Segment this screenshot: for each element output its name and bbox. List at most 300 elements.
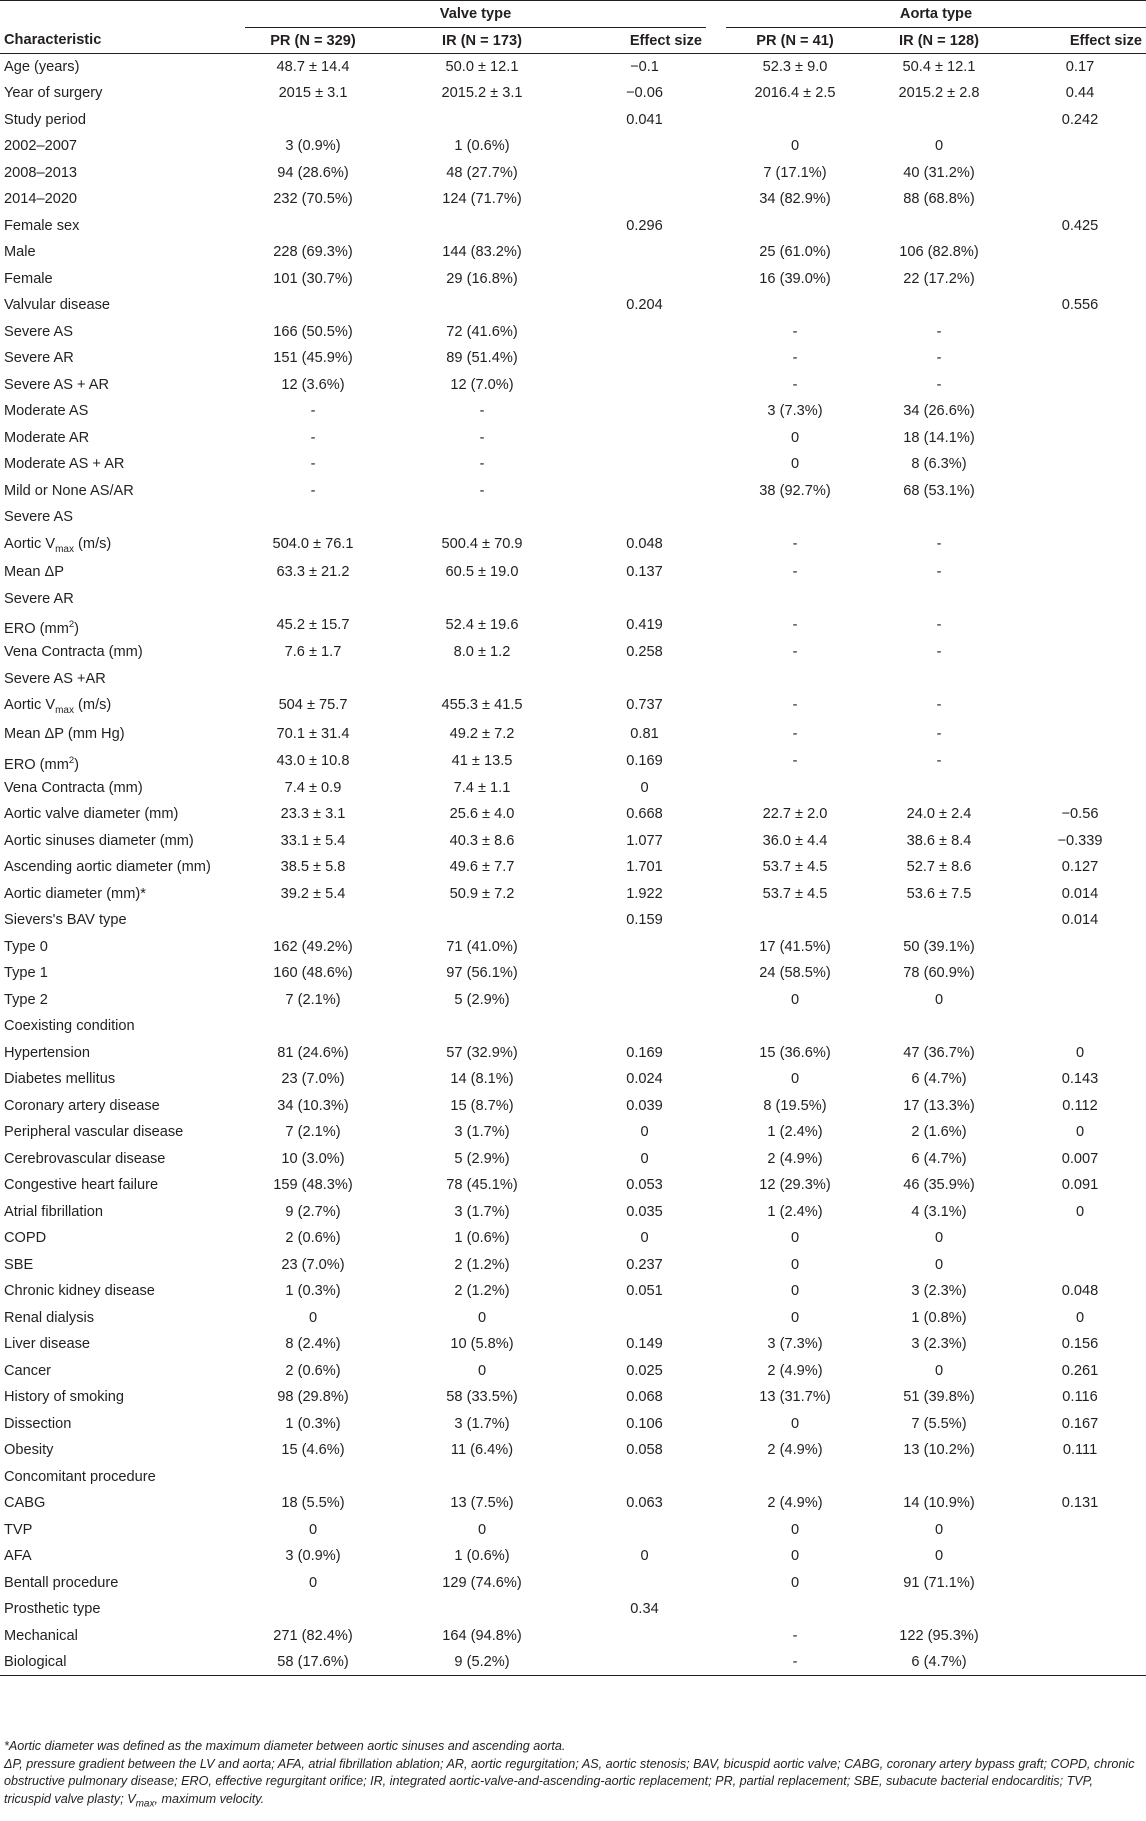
cell-effect-aorta [1014,1596,1146,1623]
cell-pr-aorta: - [792,644,798,661]
table-row [0,213,1146,240]
cell-pr-valve: 3 (0.9%) [285,1548,341,1565]
row-label [0,1411,245,1438]
cell-effect-aorta [1014,559,1146,586]
cell-effect-aorta [1014,186,1146,213]
cell-pr-valve [245,907,381,934]
cell-pr-aorta [726,775,864,802]
row-label [0,1331,245,1358]
cell-ir-valve: 50.9 ± 7.2 [449,885,515,902]
gap-cell [706,292,726,319]
group-header-valve-type: Valve type [245,1,706,28]
cell-effect-aorta: 0.44 [1065,85,1095,101]
table-row [0,425,1146,452]
cell-pr-aorta: - [792,726,798,743]
cell-pr-aorta: 8 (19.5%) [763,1097,827,1114]
cell-pr-aorta: 0 [790,138,800,154]
cell-pr-aorta: 2 (4.9%) [767,1442,823,1459]
row-label-text: Atrial fibrillation [4,1203,103,1220]
cell-effect-aorta [1014,1623,1146,1650]
cell-pr-valve: - [310,456,316,472]
cell-ir-aorta: 50 (39.1%) [903,938,975,955]
cell-pr-aorta: 22.7 ± 2.0 [762,806,828,823]
row-label-subscript: max [55,543,74,555]
row-label-text: Valvular disease [4,297,110,313]
cell-pr-valve: 2 (0.6%) [285,1230,341,1247]
row-label-text: Coronary artery disease [4,1097,160,1114]
cell-ir-valve: 9 (5.2%) [381,1649,583,1676]
gap-cell [706,186,726,213]
cell-ir-valve: 5 (2.9%) [454,991,510,1008]
row-label [0,133,245,160]
table-row [0,531,1146,560]
cell-ir-valve: 1 (0.6%) [454,1230,510,1247]
header-column-row [0,27,1146,54]
cell-ir-aorta: 13 (10.2%) [903,1442,975,1459]
row-label-text: CABG [4,1495,46,1512]
cell-effect-valve: 0.053 [626,1177,663,1194]
row-label-suffix: ) [74,756,80,773]
cell-ir-aorta: 0 [934,1362,944,1379]
cell-effect-valve [583,266,706,293]
cell-effect-valve: 0.204 [626,297,663,313]
row-label-text: Study period [4,111,86,128]
cell-ir-valve [381,1596,583,1623]
cell-pr-valve: 162 (49.2%) [273,938,353,955]
table-row [0,372,1146,399]
cell-effect-aorta [1014,1517,1146,1544]
cell-effect-aorta: 0.143 [1061,1071,1099,1088]
cell-pr-valve: 23 (7.0%) [281,1071,345,1088]
row-label [0,987,245,1014]
table-row [0,748,1146,775]
row-label-suffix: ) [74,621,80,638]
cell-ir-aorta [864,586,1014,613]
cell-pr-valve [245,292,381,319]
table-row [0,934,1146,961]
cell-pr-valve: 228 (69.3%) [273,244,353,260]
cell-ir-aorta: 7 (5.5%) [911,1415,967,1432]
gap-cell [706,1331,726,1358]
cell-ir-aorta [864,775,1014,802]
cell-effect-valve: 0.296 [626,217,663,234]
cell-effect-aorta: 0.014 [1061,912,1099,929]
cell-pr-aorta: 7 (17.1%) [763,164,827,181]
gap-cell [706,1543,726,1570]
gap-cell [706,1040,726,1067]
row-label [0,398,245,425]
cell-ir-aorta: 53.6 ± 7.5 [906,885,972,902]
cell-ir-aorta [864,504,1014,531]
cell-ir-valve: 25.6 ± 4.0 [449,806,515,823]
gap-cell [706,721,726,748]
cell-ir-valve: 14 (8.1%) [450,1071,514,1088]
row-label [0,1437,245,1464]
cell-effect-valve: 0.025 [626,1362,663,1379]
table-row [0,907,1146,934]
cell-effect-aorta [1014,345,1146,372]
cell-ir-valve: 129 (74.6%) [442,1574,522,1591]
cell-effect-aorta [1014,1225,1146,1252]
table-row [0,160,1146,187]
table-row [0,54,1146,81]
gap-cell [706,1384,726,1411]
cell-effect-valve [583,398,706,425]
table-row [0,1358,1146,1385]
cell-ir-aorta: 68 (53.1%) [903,482,975,499]
cell-pr-aorta: - [792,535,798,552]
row-label-text: 2008–2013 [4,164,78,181]
gap-cell [706,907,726,934]
gap-cell [706,1490,726,1517]
cell-pr-valve: 7 (2.1%) [285,1124,341,1141]
cell-ir-valve: 7.4 ± 1.1 [453,779,511,796]
cell-pr-aorta: 0 [790,1309,800,1326]
cell-pr-aorta: 1 (2.4%) [767,1124,823,1141]
cell-effect-aorta [1014,666,1146,693]
cell-pr-valve: 39.2 ± 5.4 [280,885,346,902]
row-label [0,451,245,478]
col-header-pr-aorta: PR (N = 41) [726,27,864,54]
row-label [0,1649,245,1676]
cell-ir-aorta: 6 (4.7%) [864,1649,1014,1676]
row-label [0,801,245,828]
cell-ir-valve: 78 (45.1%) [446,1177,518,1194]
cell-pr-valve: - [310,429,316,446]
gap-cell [706,1119,726,1146]
cell-ir-valve: 0 [477,1309,487,1326]
cell-pr-valve: 12 (3.6%) [281,376,345,393]
row-label [0,1225,245,1252]
table-footnotes [4,1738,1142,1813]
cell-ir-valve: 0 [477,1521,487,1538]
cell-ir-aorta: 78 (60.9%) [903,965,975,982]
cell-ir-valve: 124 (71.7%) [442,191,522,207]
table-row [0,1623,1146,1650]
row-label [0,1252,245,1279]
cell-pr-aorta: 12 (29.3%) [759,1177,831,1194]
gap-cell [706,1172,726,1199]
cell-effect-aorta [1014,451,1146,478]
gap-cell [706,854,726,881]
cell-ir-valve [381,504,583,531]
table-body [0,54,1146,1676]
row-label [0,1464,245,1491]
cell-pr-valve: 58 (17.6%) [245,1649,381,1676]
row-label-text: Cancer [4,1362,52,1379]
gap-cell [706,160,726,187]
gap-cell [706,1517,726,1544]
gap-cell [706,801,726,828]
row-label-text: Female [4,270,53,287]
cell-ir-aorta: 3 (2.3%) [911,1283,967,1300]
cell-pr-aorta: 53.7 ± 4.5 [762,885,828,902]
cell-ir-aorta: 6 (4.7%) [911,1150,967,1167]
gap-cell [706,1093,726,1120]
cell-effect-aorta: 0 [1075,1124,1085,1141]
row-label-text: Severe AS +AR [4,670,106,687]
table-row [0,801,1146,828]
cell-ir-aorta: 0 [934,138,944,154]
cell-ir-valve [381,586,583,613]
row-label [0,1384,245,1411]
cell-ir-aorta: 22 (17.2%) [903,270,975,287]
gap-cell [706,960,726,987]
cell-effect-valve [583,1570,706,1597]
cell-effect-valve [583,372,706,399]
cell-effect-valve [583,451,706,478]
table-row [0,1437,1146,1464]
row-label [0,934,245,961]
cell-ir-aorta: 46 (35.9%) [903,1177,975,1194]
table-row [0,1066,1146,1093]
gap-cell [706,559,726,586]
cell-effect-valve: 0.737 [626,697,663,714]
cell-pr-valve: 23.3 ± 3.1 [280,806,346,823]
cell-effect-aorta [1014,1013,1146,1040]
gap-cell [706,504,726,531]
cell-effect-valve: 0.419 [626,617,663,634]
row-label-text: Age (years) [4,59,80,75]
cell-effect-aorta: 0.261 [1061,1362,1099,1379]
row-label-text: Mean ΔP (mm Hg) [4,726,125,743]
cell-pr-valve: 48.7 ± 14.4 [276,59,350,75]
cell-effect-valve: 0 [640,1150,649,1167]
cell-effect-aorta [1014,504,1146,531]
row-label-suffix: (m/s) [74,535,112,552]
cell-effect-valve: 0.34 [630,1601,659,1618]
cell-effect-valve: 0.063 [626,1495,663,1512]
cell-ir-aorta: 1 (0.8%) [911,1309,967,1326]
row-label-text: ERO (mm [4,621,69,638]
footnote-abbreviations [4,1756,1142,1813]
row-label-text: COPD [4,1230,47,1247]
cell-effect-valve: 0.068 [626,1389,663,1406]
cell-effect-aorta [1014,987,1146,1014]
gap-cell [706,881,726,908]
gap-cell [706,213,726,240]
row-label [0,292,245,319]
row-label [0,107,245,134]
row-label-text: Mechanical [4,1627,78,1644]
cell-pr-aorta: 0 [790,1230,800,1247]
row-label [0,319,245,346]
row-label-text: Bentall procedure [4,1574,119,1591]
table-row [0,586,1146,613]
cell-pr-aorta: - [792,323,798,340]
row-label [0,854,245,881]
cell-effect-aorta: 0 [1075,1044,1085,1061]
cell-effect-valve [583,1013,706,1040]
row-label [0,721,245,748]
cell-ir-valve: 8.0 ± 1.2 [453,644,511,661]
cell-pr-valve: 0 [308,1521,318,1538]
cell-effect-valve [583,987,706,1014]
cell-effect-aorta [1014,239,1146,266]
cell-pr-aorta: 36.0 ± 4.4 [762,832,828,849]
cell-ir-aorta [864,213,1014,240]
cell-ir-valve: - [479,403,485,419]
row-label-text: Concomitant procedure [4,1468,156,1485]
table-row [0,107,1146,134]
row-label-text: Prosthetic type [4,1601,101,1618]
row-label-text: Aortic V [4,697,56,714]
cell-effect-valve [583,586,706,613]
cell-ir-aorta: 52.7 ± 8.6 [906,859,972,876]
row-label [0,239,245,266]
gap-cell [706,1252,726,1279]
gap-cell [706,80,726,107]
gap-cell [706,1013,726,1040]
cell-effect-aorta [1014,425,1146,452]
cell-pr-aorta: 0 [790,991,800,1008]
cell-pr-valve: 63.3 ± 21.2 [276,564,350,581]
row-label-text: Severe AS [4,323,73,340]
row-label [0,775,245,802]
gap-cell [706,934,726,961]
table-row [0,1199,1146,1226]
cell-effect-aorta [1014,398,1146,425]
cell-pr-valve: 98 (29.8%) [277,1389,349,1406]
cell-ir-valve: 15 (8.7%) [450,1097,514,1114]
table-row [0,854,1146,881]
table-row [0,266,1146,293]
cell-ir-valve: 164 (94.8%) [442,1627,522,1644]
cell-effect-valve [583,666,706,693]
cell-ir-aorta: - [936,697,942,714]
table-row [0,1172,1146,1199]
gap-cell [706,1411,726,1438]
cell-ir-aorta: 106 (82.8%) [899,244,979,260]
cell-effect-aorta: 0.007 [1061,1150,1099,1167]
row-label-text: Obesity [4,1442,54,1459]
cell-effect-valve [583,1464,706,1491]
row-label [0,372,245,399]
table-row [0,1384,1146,1411]
col-header-ir-valve: IR (N = 173) [381,27,583,54]
cell-ir-valve: 58 (33.5%) [446,1389,518,1406]
row-label-text: Hypertension [4,1044,90,1061]
cell-ir-aorta: 2 (1.6%) [911,1124,967,1141]
footnote-aortic-diameter: *Aortic diameter was defined as the maximum diameter between aortic sinuses and ascending aorta. [4,1739,566,1753]
cell-ir-valve [381,1013,583,1040]
table-row [0,1225,1146,1252]
table-row [0,1013,1146,1040]
cell-ir-valve: - [479,482,485,499]
gap-cell [706,372,726,399]
gap-cell [706,1570,726,1597]
row-label [0,160,245,187]
table-row [0,1331,1146,1358]
cell-ir-aorta: 14 (10.9%) [903,1495,975,1512]
cell-ir-valve: 40.3 ± 8.6 [449,832,515,849]
row-label-text: Mild or None AS/AR [4,482,134,499]
row-label [0,907,245,934]
cell-pr-valve: 7 (2.1%) [285,991,341,1008]
table-row [0,960,1146,987]
cell-ir-valve: 49.2 ± 7.2 [449,726,515,743]
cell-ir-valve: 97 (56.1%) [446,965,518,982]
cell-effect-aorta: 0.556 [1061,297,1099,313]
cell-pr-valve: 38.5 ± 5.8 [280,859,346,876]
cell-effect-valve: 1.701 [626,859,663,876]
cell-effect-valve [583,960,706,987]
cell-ir-aorta: 17 (13.3%) [903,1097,975,1114]
cell-effect-valve: 0 [640,779,649,796]
row-label [0,80,245,107]
cell-ir-valve: 49.6 ± 7.7 [449,859,515,876]
cell-pr-valve: 7.6 ± 1.7 [284,644,342,661]
gap-cell [706,266,726,293]
cell-pr-aorta [726,107,864,134]
cell-effect-aorta: 0.048 [1061,1283,1099,1300]
row-label-text: AFA [4,1548,32,1565]
row-label [0,478,245,505]
gap-cell [706,775,726,802]
table-row [0,186,1146,213]
cell-effect-aorta [1014,586,1146,613]
cell-ir-valve: 3 (1.7%) [454,1203,510,1220]
cell-ir-valve: - [479,429,485,446]
row-label-text: Vena Contracta (mm) [4,644,143,661]
table-row [0,1305,1146,1332]
cell-ir-aorta: - [936,644,942,661]
cell-pr-aorta: 0 [790,1283,800,1300]
cell-pr-valve: 94 (28.6%) [277,164,349,181]
cell-pr-aorta: - [792,617,798,634]
cell-pr-valve: 1 (0.3%) [285,1283,341,1300]
row-label-text: Moderate AS [4,403,89,419]
cell-pr-aorta: 0 [790,1548,800,1565]
gap-cell [706,1278,726,1305]
gap-cell [706,1649,726,1676]
table-row [0,775,1146,802]
cell-effect-aorta [1014,775,1146,802]
cell-effect-valve [583,160,706,187]
cell-ir-aorta [864,1464,1014,1491]
cell-pr-valve: 2 (0.6%) [285,1362,341,1379]
cell-pr-aorta: 0 [790,1574,800,1591]
cell-pr-aorta: 2016.4 ± 2.5 [754,85,836,101]
row-label [0,1013,245,1040]
cell-effect-valve: 0.169 [626,1044,663,1061]
row-label-text: SBE [4,1256,34,1273]
cell-ir-valve: 41 ± 13.5 [451,752,513,769]
row-label [0,559,245,586]
cell-pr-aorta: 52.3 ± 9.0 [762,59,828,75]
cell-pr-aorta: 0 [790,1521,800,1538]
cell-ir-valve [381,292,583,319]
table-row [0,721,1146,748]
row-label [0,1199,245,1226]
cell-effect-aorta [1014,692,1146,721]
col-header-characteristic: Characteristic [0,27,245,54]
row-label [0,213,245,240]
row-label [0,1093,245,1120]
cell-pr-valve: - [310,403,316,419]
cell-ir-aorta: 51 (39.8%) [903,1389,975,1406]
cell-ir-valve: 1 (0.6%) [454,1548,510,1565]
cell-ir-aorta: 34 (26.6%) [903,403,975,419]
cell-pr-aorta: - [792,752,798,769]
cell-pr-aorta [726,666,864,693]
cell-pr-aorta: 2 (4.9%) [767,1150,823,1167]
cell-effect-valve: −0.1 [630,59,659,75]
row-label [0,1278,245,1305]
cell-ir-aorta: - [936,376,942,393]
row-label-text: 2002–2007 [4,138,78,154]
cell-effect-aorta [1014,960,1146,987]
